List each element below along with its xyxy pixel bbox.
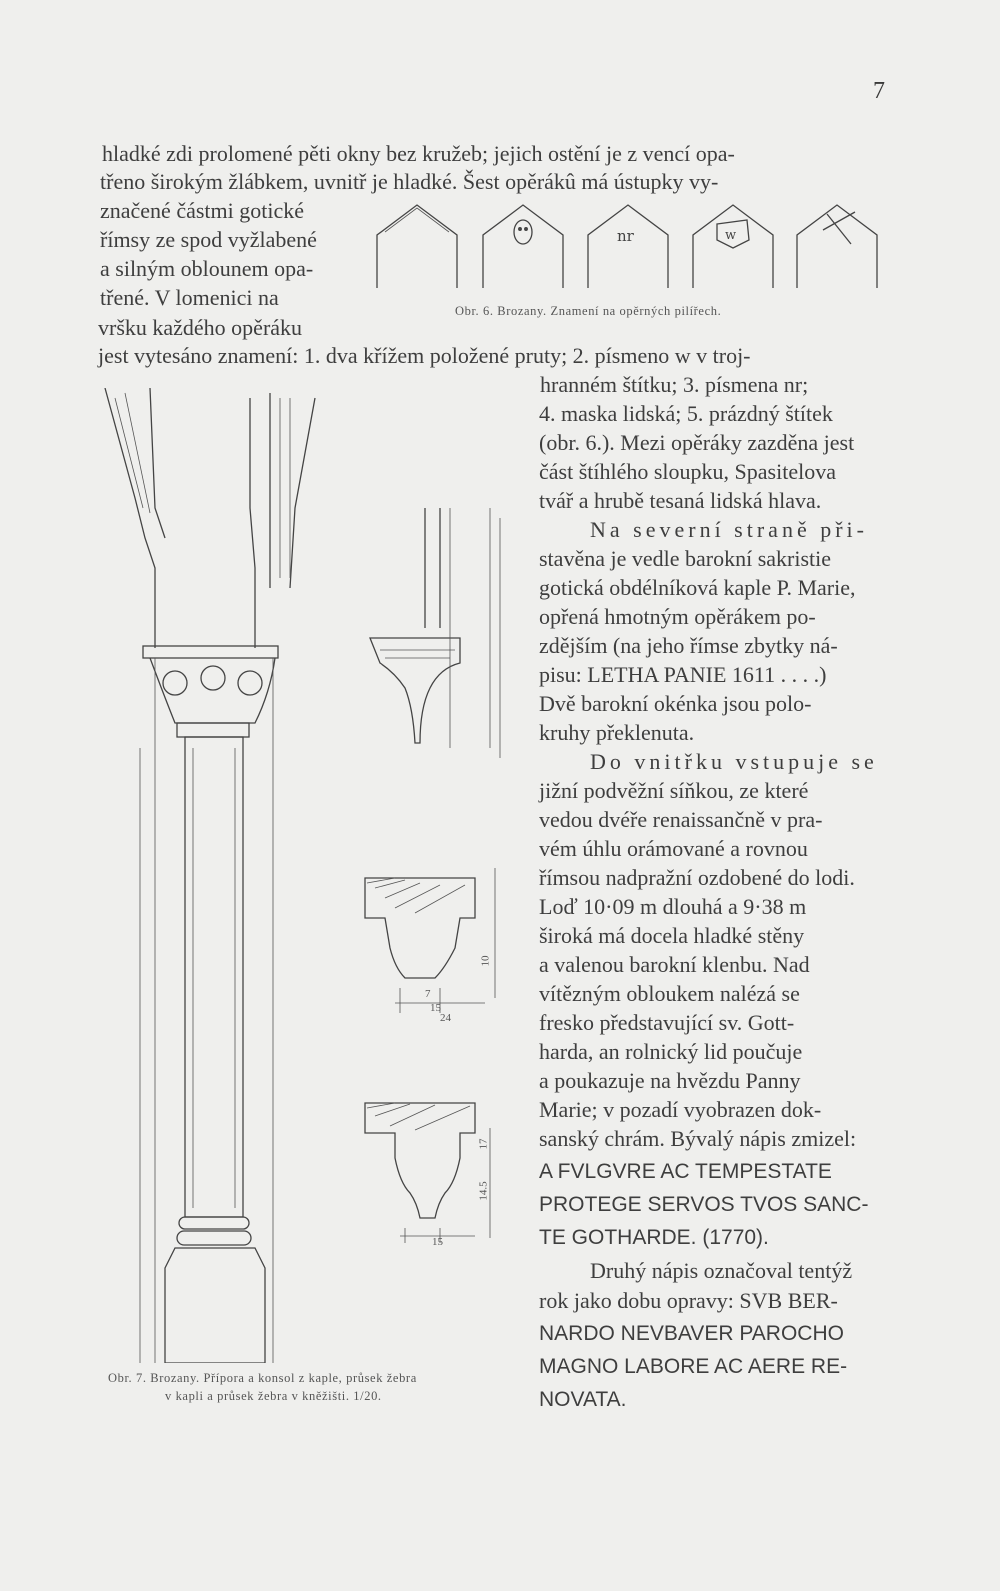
text-line-12: část štíhlého sloupku, Spasitelova [539,459,836,484]
gable-2-mask [483,205,563,288]
text-line-23: jižní podvěžní síňkou, ze které [539,778,809,803]
dim-label-24: 24 [440,1012,451,1024]
capital [143,646,278,737]
text-line-34: Marie; v pozadí vyobrazen dok- [539,1097,822,1122]
text-line-4: římsy ze spod vyžlabené [100,227,317,252]
dim-label-14-5: 14.5 [477,1181,490,1201]
text-line-31: fresko představující sv. Gott- [539,1010,795,1035]
text-line-24: vedou dvéře renaissančně v pra- [539,807,823,832]
column-shaft [185,737,243,1217]
text-line-17: opřená hmotným opěrákem po- [539,604,816,629]
corbel [370,508,500,758]
text-line-33: a poukazuje na hvězdu Panny [539,1068,801,1093]
figure-7-pilaster-drawing [95,388,515,1363]
dim-label-15b: 15 [432,1236,443,1248]
upper-rib-left [105,388,165,648]
dim-label-7: 7 [425,988,431,1000]
dim-label-17: 17 [477,1138,490,1150]
gable-1-crossed-rods [377,205,457,288]
text-line-30: vítězným obloukem nalézá se [539,981,800,1006]
text-line-19: pisu: LETHA PANIE 1611 . . . .) [539,662,827,687]
text-line-18: zdějším (na jeho římse zbytky ná- [539,633,838,658]
text-line-38: TE GOTHARDE. (1770). [539,1226,769,1249]
text-line-13: tvář a hrubě tesaná lidská hlava. [539,488,822,513]
text-line-36: A FVLGVRE AC TEMPESTATE [539,1160,832,1183]
text-line-8: jest vytesáno znamení: 1. dva křížem položené pruty; 2. písmeno w v troj- [98,343,751,368]
text-line-16: gotická obdélníková kaple P. Marie, [539,575,856,600]
dim-label-10: 10 [479,955,492,967]
text-line-1: hladké zdi prolomené pěti okny bez kružeb; jejich ostění je z vencí opa- [102,141,735,166]
text-line-28: široká má docela hladké stěny [539,923,805,948]
rib-section-chancel [365,1103,490,1243]
gable-4-shield-w [693,205,773,288]
text-line-3: značené částmi gotické [100,198,305,223]
text-line-32: harda, an rolnický lid poučuje [539,1039,803,1064]
figure-7-caption-line-1: Obr. 7. Brozany. Přípora a konsol z kaple, průsek žebra [108,1371,417,1385]
text-line-43: NOVATA. [539,1388,627,1411]
text-line-26: římsou nadpražní ozdobené do lodi. [539,865,855,890]
text-line-39: Druhý nápis označoval tentýž [590,1258,853,1283]
text-line-37: PROTEGE SERVOS TVOS SANC- [539,1193,869,1216]
text-line-9: hranném štítku; 3. písmena nr; [540,372,809,397]
page-number: 7 [873,78,885,104]
text-line-2: třeno širokým žlábkem, uvnitř je hladké. Šest opěrákû má ústupky vy- [100,169,719,194]
figure-7-caption-line-2: v kapli a průsek žebra v kněžišti. 1/20. [165,1389,382,1403]
text-line-7: vršku každého opěráku [98,315,303,340]
text-line-5: a silným oblounem opa- [100,256,314,281]
figure-6-gables [365,200,885,290]
svg-text:w: w [725,228,737,243]
text-line-35: sanský chrám. Bývalý nápis zmizel: [539,1126,857,1151]
figure-6-caption: Obr. 6. Brozany. Znamení na opěrných pilířech. [455,304,722,318]
gable-3-letters-nr [588,205,668,288]
upper-rib-right [250,393,315,648]
text-line-10: 4. maska lidská; 5. prázdný štítek [539,401,833,426]
text-line-40: rok jako dobu opravy: SVB BER- [539,1288,838,1313]
gable-5-empty-shield [797,205,877,288]
wall-lines [140,658,273,1363]
text-line-41: NARDO NEVBAVER PAROCHO [539,1322,844,1345]
text-line-20: Dvě barokní okénka jsou polo- [539,691,812,716]
text-line-11: (obr. 6.). Mezi opěráky zazděna jest [539,430,855,455]
text-line-25: vém úhlu orámované a rovnou [539,836,808,861]
text-line-6: třené. V lomenici na [100,285,279,310]
text-line-15: stavěna je vedle barokní sakristie [539,546,832,571]
text-line-14: Na severní straně při- [590,517,868,542]
text-line-27: Loď 10·09 m dlouhá a 9·38 m [539,894,807,919]
text-line-42: MAGNO LABORE AC AERE RE- [539,1355,848,1378]
text-line-29: a valenou barokní klenbu. Nad [539,952,810,977]
dim-label-15: 15 [430,1002,441,1014]
text-line-21: kruhy překlenuta. [539,720,695,745]
text-line-22: Do vnitřku vstupuje se [590,749,878,774]
column-base [165,1217,265,1363]
svg-text:nr: nr [617,227,634,245]
